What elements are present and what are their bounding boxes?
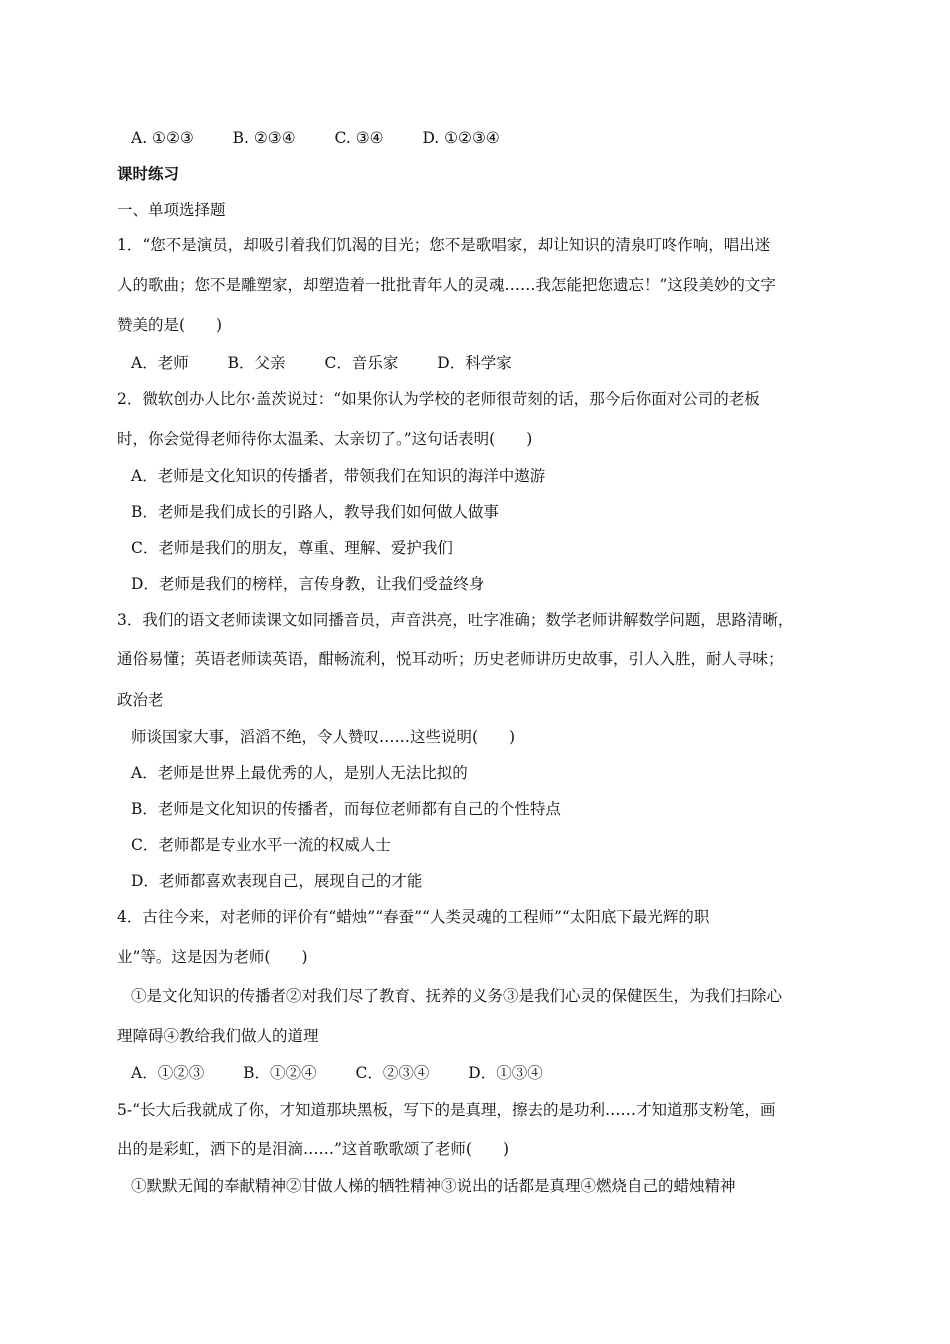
- question-4-line-3: ①是文化知识的传播者②对我们尽了教育、抚养的义务③是我们心灵的保健医生，为我们扫除心: [131, 987, 783, 1005]
- question-3-option-d: D．老师都喜欢表现自己，展现自己的才能: [131, 872, 423, 890]
- question-3-line-3: 政治老: [117, 691, 164, 709]
- question-3-option-a: A．老师是世界上最优秀的人，是别人无法比拟的: [131, 764, 468, 782]
- question-2-line-2: 时，你会觉得老师待你太温柔、太亲切了。”这句话表明( ): [117, 430, 533, 448]
- option-d: D．科学家: [437, 354, 512, 372]
- question-4-line-4: 理障碍④教给我们做人的道理: [117, 1027, 319, 1045]
- option-d: D．①③④: [468, 1064, 543, 1082]
- question-1-line-1: 1．“您不是演员，却吸引着我们饥渴的目光；您不是歌唱家，却让知识的清泉叮咚作响，唱出迷: [117, 236, 771, 254]
- question-3-option-c: C．老师都是专业水平一流的权威人士: [131, 836, 391, 854]
- question-4-options: [131, 1062, 861, 1084]
- question-5-line-1: 5-“长大后我就成了你，才知道那块黑板，写下的是真理，擦去的是功利……才知道那支粉笔，画: [117, 1101, 776, 1119]
- option-a: A．老师: [131, 354, 189, 372]
- question-5-line-2: 出的是彩虹，洒下的是泪滴……”这首歌歌颂了老师( ): [117, 1140, 510, 1158]
- option-c: C. ③④: [334, 129, 384, 147]
- question-1-options: [131, 352, 861, 374]
- option-a: A．①②③: [131, 1064, 205, 1082]
- question-3-line-2: 通俗易懂；英语老师读英语，酣畅流利，悦耳动听；历史老师讲历史故事，引人入胜，耐人寻味；: [117, 650, 784, 668]
- option-b: B．父亲: [227, 354, 286, 372]
- question-4-line-1: 4．古往今来，对老师的评价有“蜡烛”“春蚕”“人类灵魂的工程师”“太阳底下最光辉的职: [117, 908, 710, 926]
- option-c: C．音乐家: [324, 354, 399, 372]
- question-3-option-b: B．老师是文化知识的传播者，而每位老师都有自己的个性特点: [131, 800, 561, 818]
- top-options-row: [131, 127, 861, 149]
- question-2-option-d: D．老师是我们的榜样，言传身教，让我们受益终身: [131, 575, 485, 593]
- section-title: 课时练习: [117, 164, 180, 183]
- question-2-option-b: B．老师是我们成长的引路人，教导我们如何做人做事: [131, 503, 499, 521]
- question-2-line-1: 2．微软创办人比尔·盖茨说过：“如果你认为学校的老师很苛刻的话，那今后你面对公司的老板: [117, 390, 760, 408]
- question-2-option-a: A．老师是文化知识的传播者，带领我们在知识的海洋中遨游: [131, 467, 546, 485]
- subsection-title: 一、单项选择题: [117, 201, 226, 219]
- question-5-line-3: ①默默无闻的奉献精神②甘做人梯的牺牲精神③说出的话都是真理④燃烧自己的蜡烛精神: [131, 1177, 736, 1195]
- option-d: D. ①②③④: [422, 129, 500, 147]
- option-b: B. ②③④: [232, 129, 296, 147]
- option-a: A. ①②③: [131, 129, 194, 147]
- question-1-line-3: 赞美的是( ): [117, 316, 223, 334]
- question-2-option-c: C．老师是我们的朋友，尊重、理解、爱护我们: [131, 539, 453, 557]
- question-3-line-1: 3．我们的语文老师读课文如同播音员，声音洪亮，吐字准确；数学老师讲解数学问题，思路清晰，: [117, 611, 794, 629]
- question-1-line-2: 人的歌曲；您不是雕塑家，却塑造着一批批青年人的灵魂……我怎能把您遗忘！”这段美妙的文字: [117, 276, 776, 294]
- question-3-line-4: 师谈国家大事，滔滔不绝，令人赞叹……这些说明( ): [131, 728, 516, 746]
- option-c: C．②③④: [355, 1064, 430, 1082]
- question-4-line-2: 业”等。这是因为老师( ): [117, 948, 308, 966]
- option-b: B．①②④: [243, 1064, 317, 1082]
